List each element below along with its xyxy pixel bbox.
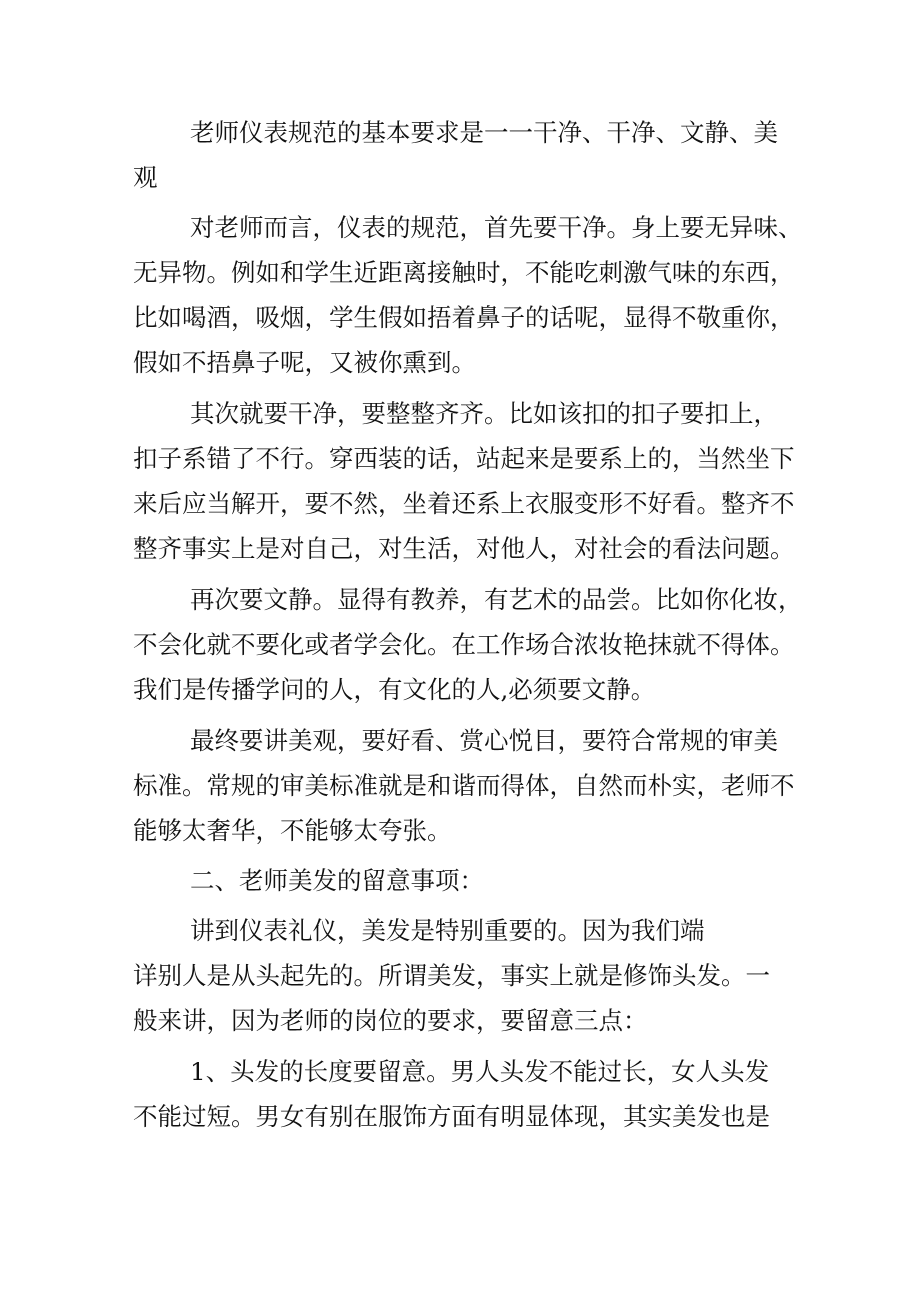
text-line: 不会化就不要化或者学会化。在工作场合浓妆艳抹就不得体。 (133, 630, 795, 659)
text-line: 最终要讲美观，要好看、赏心悦目，要符合常规的审美 (190, 726, 778, 755)
text-line: 标准。常规的审美标准就是和谐而得体，自然而朴实，老师不 (133, 771, 795, 800)
text-line: 来后应当解开，要不然，坐着还系上衣服变形不好看。整齐不 (133, 489, 795, 518)
text-line: 讲到仪表礼仪，美发是特别重要的。因为我们端 (190, 916, 705, 945)
text-line: 详别人是从头起先的。所谓美发，事实上就是修饰头发。一 (133, 961, 770, 990)
text-line: 观 (133, 163, 158, 192)
text-line: 比如喝酒，吸烟，学生假如捂着鼻子的话呢，显得不敬重你， (133, 303, 795, 332)
text-line: 我们是传播学问的人，有文化的人,必须要文静。 (133, 675, 656, 704)
text-line: 能够太奢华，不能够太夸张。 (133, 816, 452, 845)
text-line: 般来讲，因为老师的岗位的要求，要留意三点： (133, 1006, 648, 1035)
text-line: 再次要文静。显得有教养，有艺术的品尝。比如你化妆， (190, 585, 803, 614)
text-line: 整齐事实上是对自己，对生活，对他人，对社会的看法问题。 (133, 534, 795, 563)
text-line: 老师仪表规范的基本要求是一一干净、干净、文静、美 (190, 118, 778, 147)
text-line: 扣子系错了不行。穿西装的话，站起来是要系上的，当然坐下 (133, 444, 795, 473)
list-item-text: 1、头发的长度要留意。男人头发不能过长，女人头发 (190, 1057, 770, 1086)
text-line: 不能过短。男女有别在服饰方面有明显体现，其实美发也是 (133, 1102, 770, 1131)
text-line: 对老师而言，仪表的规范，首先要干净。身上要无异味、 (190, 213, 803, 242)
text-line: 其次就要干净，要整整齐齐。比如该扣的扣子要扣上， (190, 399, 778, 428)
text-line: 无异物。例如和学生近距离接触时，不能吃刺激气味的东西， (133, 258, 795, 287)
text-line: 假如不捂鼻子呢，又被你熏到。 (133, 348, 476, 377)
section-heading: 二、老师美发的留意事项： (190, 866, 484, 895)
